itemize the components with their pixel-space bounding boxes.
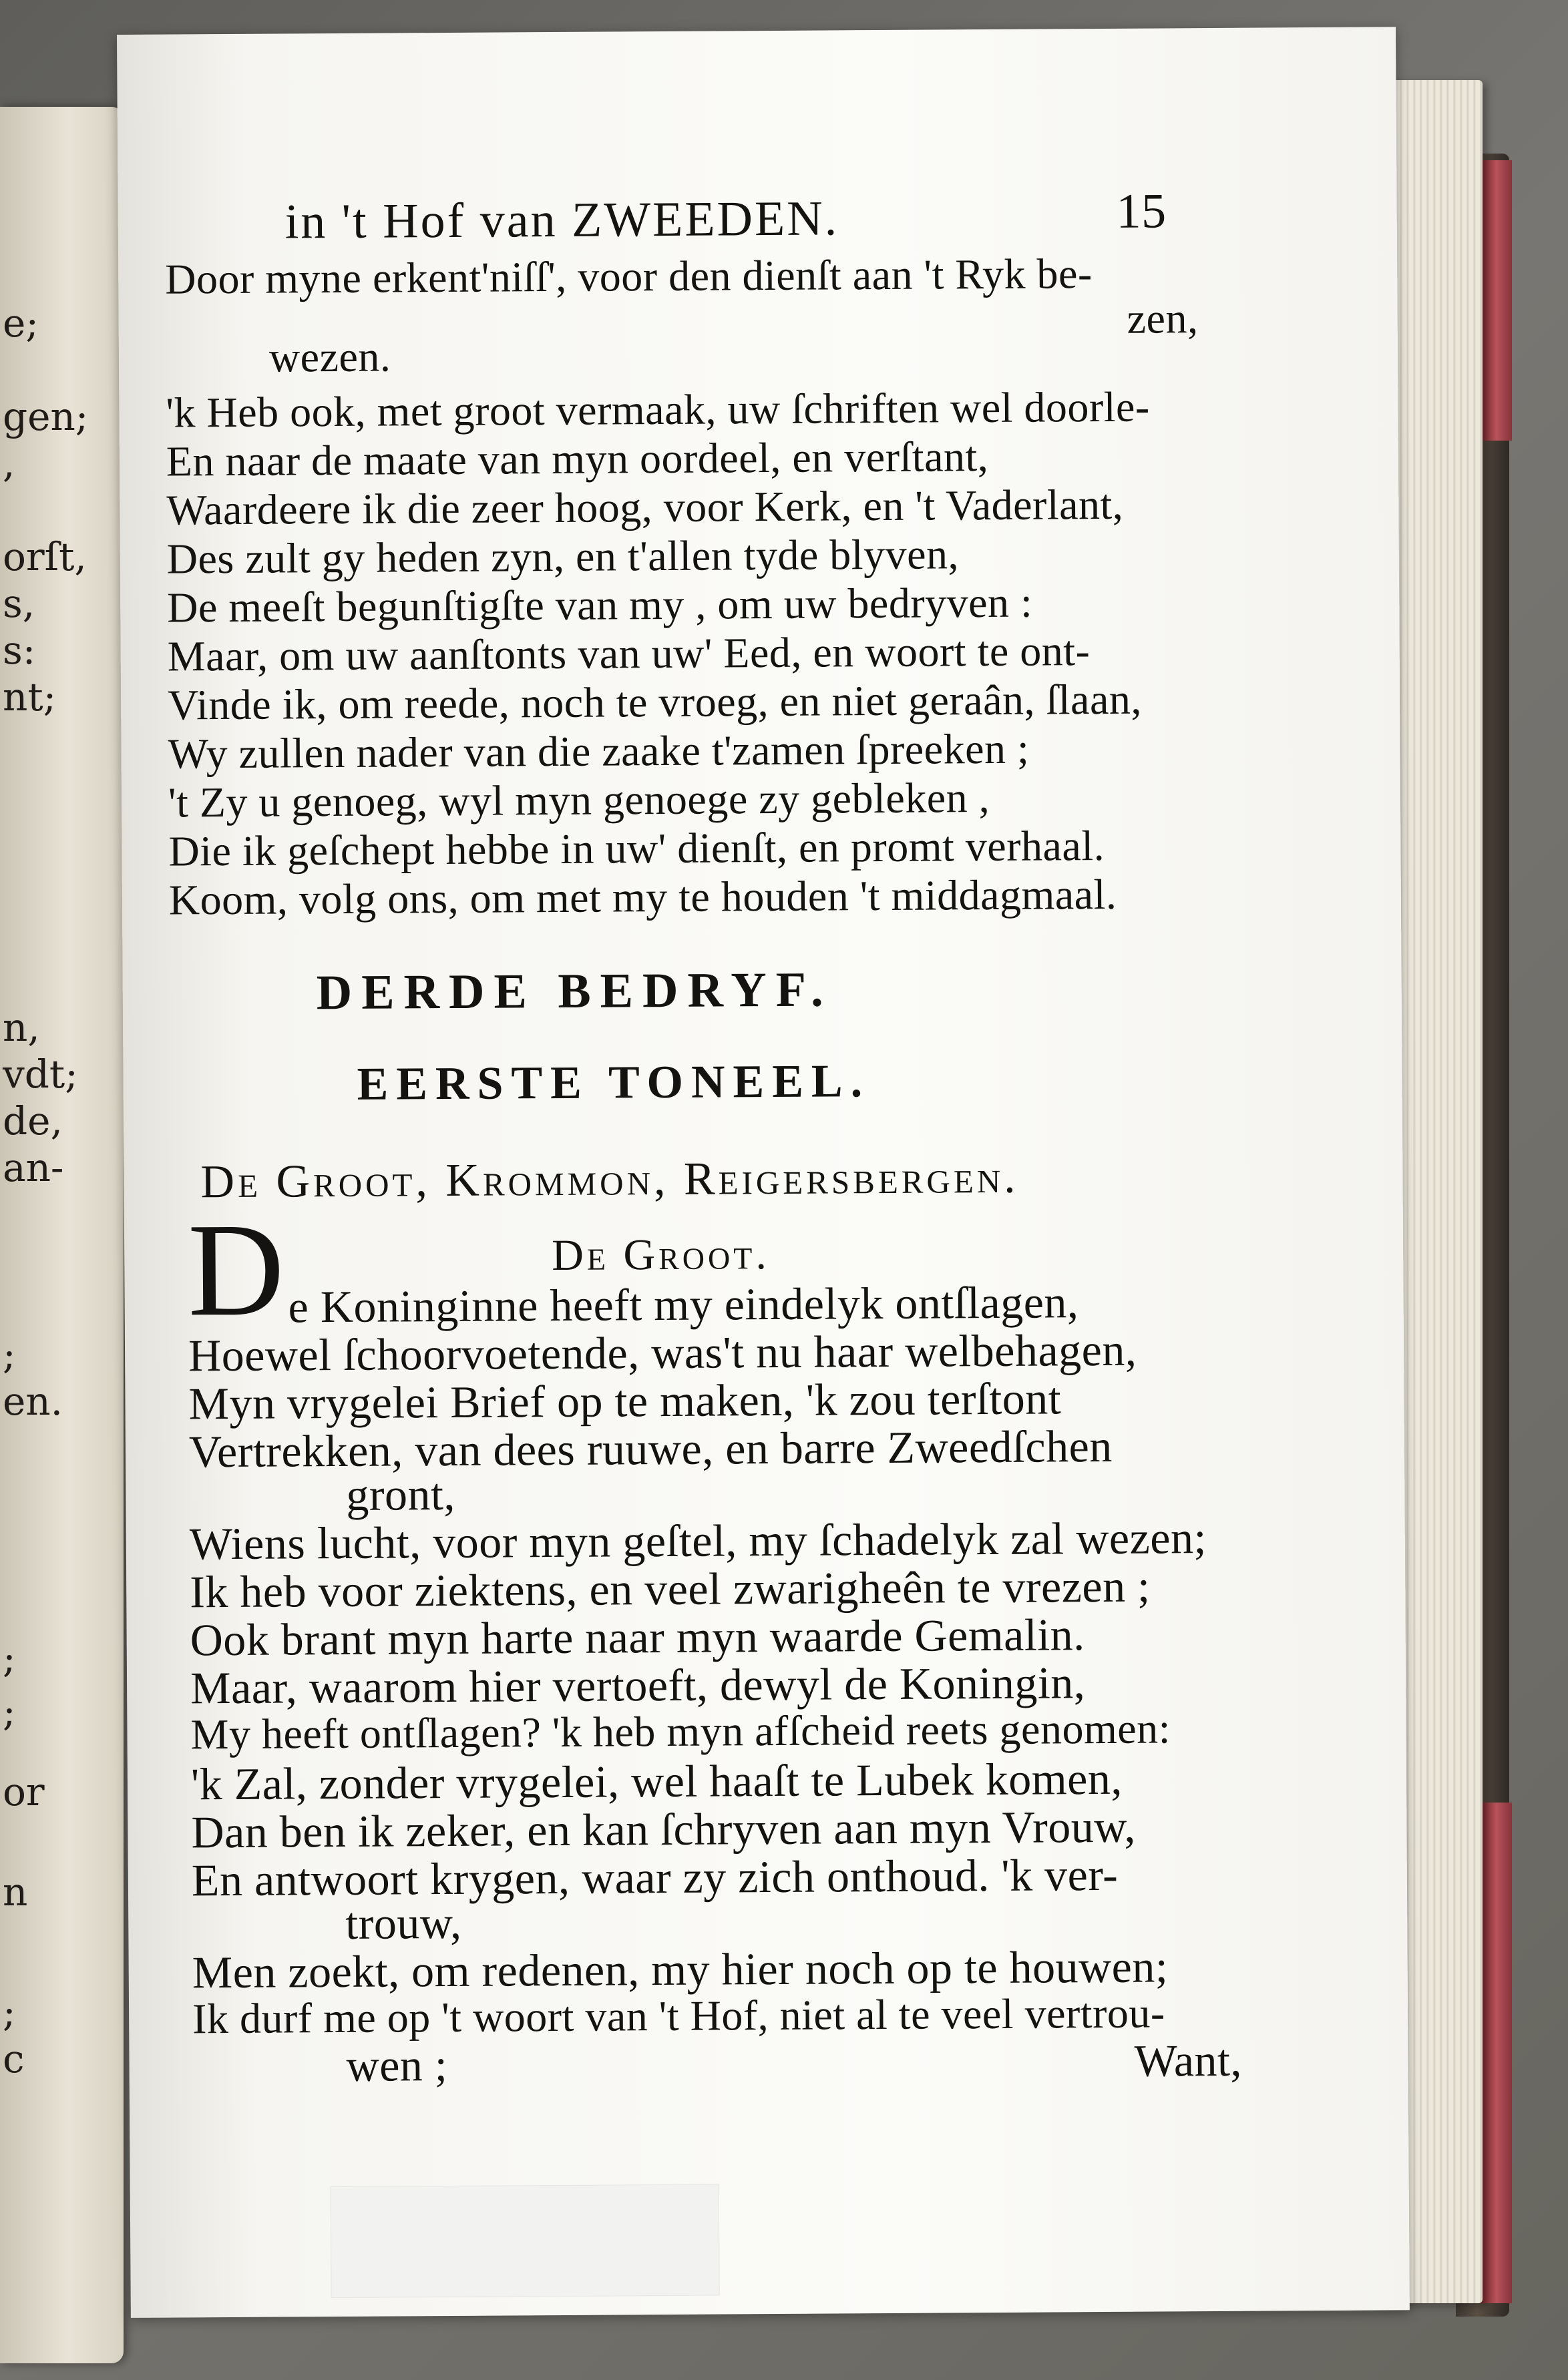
verse-line: En naar de maate van myn oordeel, en verſtant,	[166, 433, 989, 485]
act-title: DERDE BEDRYF.	[316, 962, 833, 1021]
left-fragment: an-	[3, 1145, 64, 1190]
left-fragment: orſt,	[3, 534, 87, 579]
cover-red-edge	[1481, 160, 1512, 441]
page-number: 15	[1116, 184, 1167, 239]
verse-line: wen ;	[346, 2040, 448, 2091]
verse-line: De meeſt begunſtigſte van my , om uw bedryven :	[167, 578, 1033, 632]
running-title: in 't Hof van ZWEEDEN.	[284, 191, 839, 250]
left-fragment: de,	[3, 1098, 63, 1144]
verse-line: 't Zy u genoeg, wyl myn genoege zy gebleken ,	[168, 774, 990, 826]
verse-line: Vertrekken, van dees ruuwe, en barre Zweedſchen	[188, 1420, 1113, 1477]
verse-line: Ik heb voor ziektens, en veel zwarigheên te vrezen ;	[190, 1560, 1151, 1618]
verse-line: Dan ben ik zeker, en kan ſchryven aan myn Vrouw,	[191, 1801, 1137, 1858]
verse-line: Door myne erkent'niſſ', voor den dienſt aan 't Ryk be-	[165, 250, 1093, 303]
speaker-name: De Groot.	[551, 1230, 771, 1280]
verse-line: wezen.	[268, 332, 391, 381]
left-fragment: n,	[3, 1005, 40, 1050]
verse-line: Hoewel ſchoorvoetende, was't nu haar welbehagen,	[188, 1324, 1137, 1381]
paper-tape-patch	[331, 2184, 720, 2299]
verse-line: Maar, om uw aanſtonts van uw' Eed, en woort te ont-	[167, 627, 1091, 680]
left-fragment: e;	[3, 300, 39, 346]
verse-line: Waardeere ik die zeer hoog, voor Kerk, en 't Vaderlant,	[166, 480, 1124, 534]
verse-line: Ook brant myn harte naar myn waarde Gemalin.	[190, 1609, 1085, 1666]
left-fragment: en.	[3, 1379, 63, 1424]
verse-line: e Koninginne heeft my eindelyk ontſlagen,	[288, 1276, 1079, 1333]
verse-line: Maar, waarom hier vertoeft, dewyl de Koningin,	[190, 1657, 1086, 1714]
verse-line: Ik durf me op 't woort van 't Hof, niet al te veel vertrou-	[192, 1989, 1165, 2043]
cover-red-edge	[1481, 1803, 1512, 2303]
character-list: De Groot, Krommon, Reigersbergen.	[200, 1151, 1019, 1208]
left-fragment: ;	[3, 1689, 16, 1734]
left-fragment: or	[3, 1769, 45, 1815]
verse-line: En antwoort krygen, waar zy zich onthoud. 'k ver-	[191, 1849, 1119, 1906]
verse-line: zen,	[1127, 294, 1199, 342]
left-fragment: ;	[3, 1332, 16, 1377]
left-fragment: ;	[3, 1989, 16, 2035]
verse-line: 'k Zal, zonder vrygelei, wel haaſt te Lubek komen,	[190, 1752, 1123, 1810]
verse-line: Men zoekt, om redenen, my hier noch op te houwen;	[192, 1941, 1169, 1998]
left-fragment: nt;	[3, 674, 57, 720]
verse-line: gront,	[346, 1468, 456, 1520]
left-fragment: n	[3, 1869, 28, 1915]
verse-line: My heeft ontſlagen? 'k heb myn afſcheid reets genomen:	[190, 1704, 1171, 1758]
book-page	[117, 27, 1410, 2318]
verse-line: trouw,	[345, 1897, 462, 1949]
left-fragment: ;	[3, 1636, 16, 1681]
verse-line: Myn vrygelei Brief op te maken, 'k zou terſtont	[188, 1373, 1062, 1429]
left-fragment: c	[3, 2036, 25, 2082]
left-fragment: ,	[3, 441, 15, 486]
left-page-edge	[0, 107, 124, 2363]
left-fragment: gen;	[3, 394, 89, 439]
verse-line: Des zult gy heden zyn, en t'allen tyde blyven,	[166, 530, 960, 583]
verse-line: Die ik geſchept hebbe in uw' dienſt, en promt verhaal.	[168, 821, 1105, 875]
verse-line: Wiens lucht, voor myn geſtel, my ſchadelyk zal wezen;	[189, 1512, 1207, 1570]
catchword: Want,	[1134, 2034, 1243, 2086]
verse-line: 'k Heb ook, met groot vermaak, uw ſchriften wel doorle-	[166, 383, 1150, 437]
left-fragment: s:	[3, 628, 36, 673]
verse-line: Wy zullen nader van die zaake t'zamen ſpreeken ;	[168, 724, 1030, 778]
verse-line: Vinde ik, om reede, noch te vroeg, en niet geraân, ſlaan,	[167, 675, 1143, 729]
left-fragment: vdt;	[3, 1051, 78, 1097]
scene-title: EERSTE TONEEL.	[357, 1055, 871, 1110]
verse-line: Koom, volg ons, om met my te houden 't middagmaal.	[168, 870, 1117, 924]
left-fragment: s,	[3, 581, 35, 626]
drop-cap: D	[187, 1196, 285, 1345]
